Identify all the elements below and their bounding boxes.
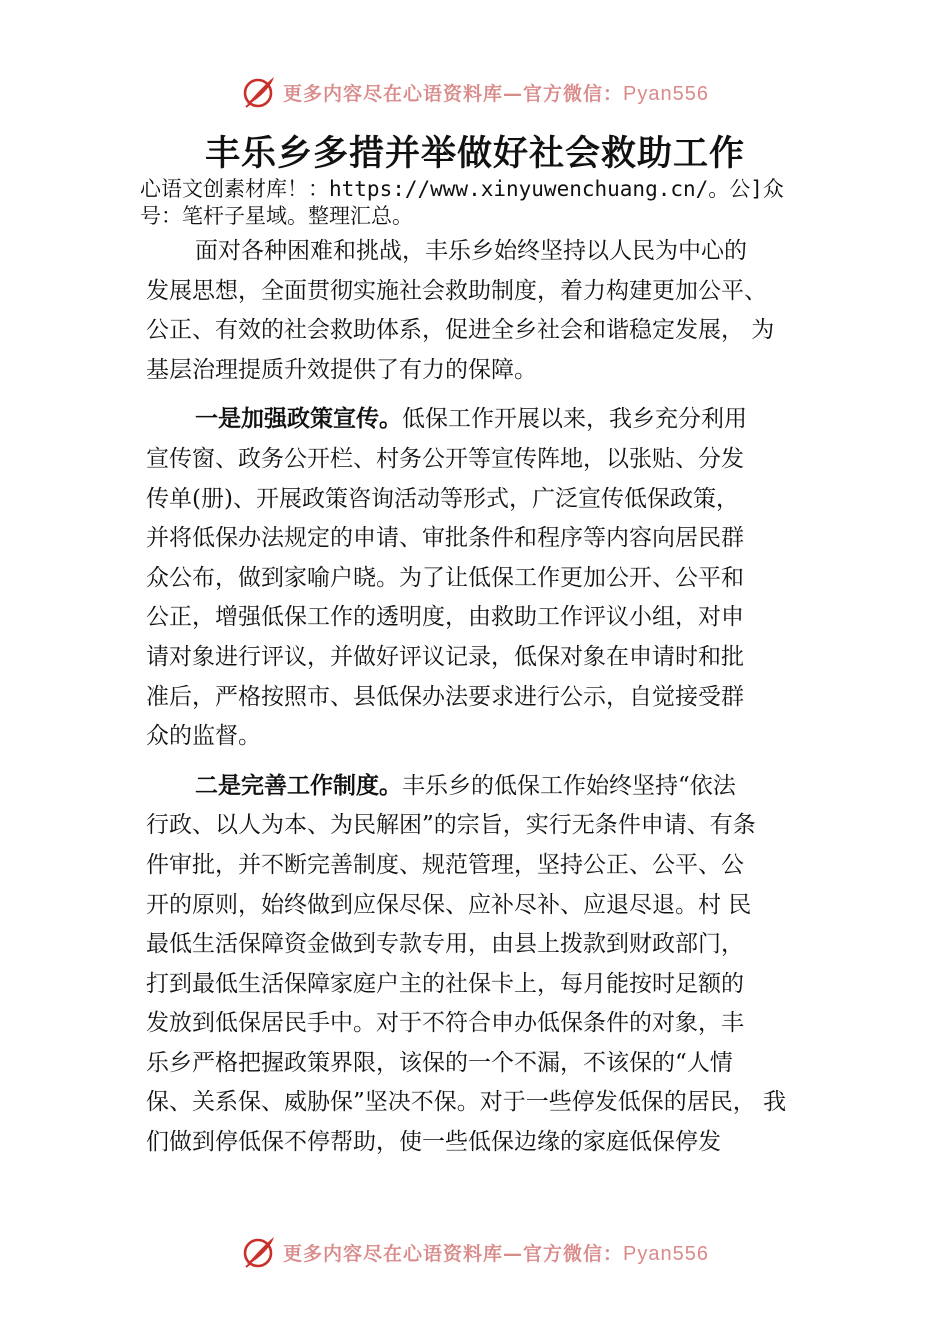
paragraph-intro	[146, 232, 836, 390]
paragraph-work-system	[146, 767, 836, 1163]
source-line: 号：笔杆子星域。整理汇总。	[140, 204, 413, 228]
text-line: 传单(册)、开展政策咨询活动等形式，广泛宣传低保政策，	[146, 485, 739, 512]
text-line: 公正、有效的社会救助体系，促进全乡社会和谐稳定发展， 为	[146, 317, 775, 344]
paragraph-lead: 一是加强政策宣传。	[195, 406, 402, 433]
text-line: 众的监督。	[146, 723, 261, 750]
paragraph-lead: 二是完善工作制度。	[195, 772, 402, 799]
text-line: 最低生活保障资金做到专款专用，由县上拨款到财政部门，	[146, 931, 744, 958]
header-banner	[0, 72, 950, 112]
document-title: 丰乐乡多措并举做好社会救助工作	[204, 133, 745, 174]
banner-wechat-id: Pyan556	[623, 82, 709, 105]
source-note	[140, 176, 840, 230]
text-line: 基层治理提质升效提供了有力的保障。	[146, 356, 537, 383]
text-line: 二是完善工作制度。丰乐乡的低保工作始终坚持“依法	[195, 772, 736, 799]
text-line: 保、关系保、威胁保”坚决不保。对于一些停发低保的居民， 我	[146, 1089, 787, 1116]
source-line: 心语文创素材库！：https://www.xinyuwenchuang.cn/。公]众	[140, 177, 784, 201]
text-line: 们做到停低保不停帮助，使一些低保边缘的家庭低保停发	[146, 1129, 721, 1156]
banner-text: 更多内容尽在心语资料库—官方微信：Pyan556	[283, 1242, 709, 1265]
paragraph-policy-publicity	[146, 400, 836, 756]
text-line: 乐乡严格把握政策界限，该保的一个不漏，不该保的“人情	[146, 1049, 733, 1076]
banner-text: 更多内容尽在心语资料库—官方微信：Pyan556	[283, 82, 709, 105]
text-line: 发展思想，全面贯彻实施社会救助制度，着力构建更加公平、	[146, 277, 767, 304]
text-line: 发放到低保居民手中。对于不符合申办低保条件的对象，丰	[146, 1010, 744, 1037]
text-line: 开的原则，始终做到应保尽保、应补尽补、应退尽退。村 民	[146, 891, 752, 918]
text-line: 一是加强政策宣传。低保工作开展以来，我乡充分利用	[195, 406, 747, 433]
text-line: 准后，严格按照市、县低保办法要求进行公示，自觉接受群	[146, 683, 744, 710]
text-line: 众公布，做到家喻户晓。为了让低保工作更加公开、公平和	[146, 564, 744, 591]
text-line: 面对各种困难和挑战，丰乐乡始终坚持以人民为中心的	[195, 238, 747, 264]
quill-pen-circle-icon	[241, 1234, 277, 1270]
quill-pen-circle-icon	[241, 74, 277, 110]
text-line: 打到最低生活保障家庭户主的社保卡上，每月能按时足额的	[146, 970, 744, 997]
text-line: 请对象进行评议，并做好评议记录，低保对象在申请时和批	[146, 643, 744, 670]
text-line: 并将低保办法规定的申请、审批条件和程序等内容向居民群	[146, 525, 744, 552]
text-line: 件审批，并不断完善制度、规范管理，坚持公正、公平、公	[146, 851, 744, 878]
document-body	[146, 232, 836, 1173]
text-line: 宣传窗、政务公开栏、村务公开等宣传阵地，以张贴、分发	[146, 445, 744, 472]
text-line: 行政、以人为本、为民解困”的宗旨，实行无条件申请、有条	[146, 812, 756, 839]
footer-banner	[0, 1232, 950, 1272]
banner-wechat-id: Pyan556	[623, 1242, 709, 1265]
text-line: 公正，增强低保工作的透明度，由救助工作评议小组，对申	[146, 604, 744, 631]
